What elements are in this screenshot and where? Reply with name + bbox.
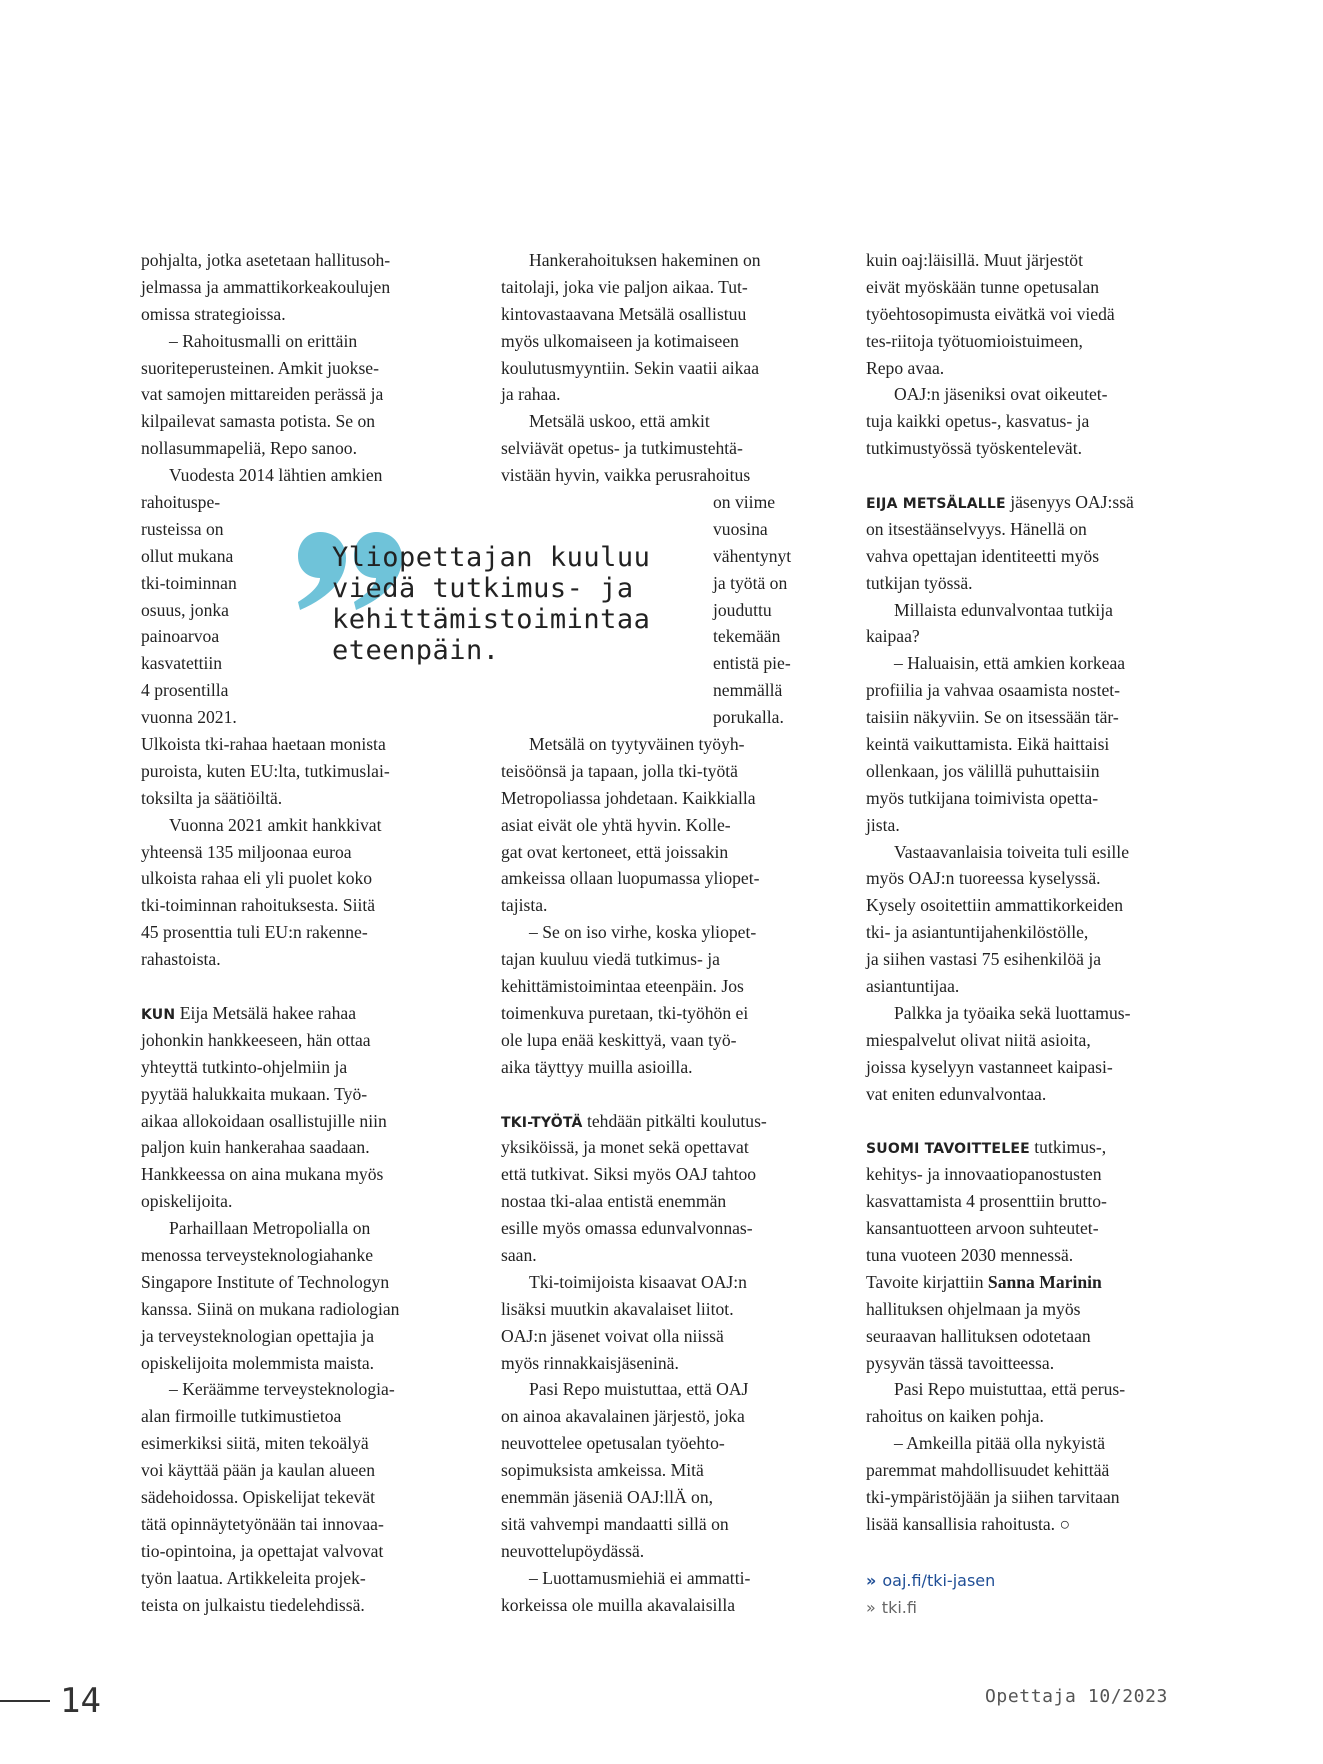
text-line: kintovastaavana Metsälä osallistuu — [501, 303, 747, 324]
text-line: tki-ympäristöjään ja siihen tarvitaan — [866, 1486, 1120, 1507]
text-line: rahoituspe- — [141, 492, 221, 513]
text-line: porukalla. — [713, 707, 784, 728]
text-line: ja rahaa. — [501, 384, 561, 405]
text-line: OAJ:n jäseniksi ovat oikeutet- — [894, 384, 1108, 405]
chevron-right-icon: » — [866, 1598, 876, 1617]
text-line: vat samojen mittareiden perässä ja — [141, 384, 384, 405]
text-line: tio-opintoina, ja opettajat valvovat — [141, 1540, 384, 1561]
text-line: aika täyttyy muilla asioilla. — [501, 1056, 693, 1077]
text-line: jelmassa ja ammattikorkeakoulujen — [141, 276, 391, 297]
text-line: että tutkivat. Siksi myös OAJ tahtoo — [501, 1164, 757, 1185]
text-line: – Luottamusmiehiä ei ammatti- — [529, 1567, 751, 1588]
text-line: tuja kaikki opetus-, kasvatus- ja — [866, 411, 1090, 432]
text-line: sädehoidossa. Opiskelijat tekevät — [141, 1486, 376, 1507]
text-line: hallituksen ohjelmaan ja myös — [866, 1298, 1081, 1319]
text-line: ja terveysteknologian opettajia ja — [141, 1325, 375, 1346]
text-line: nemmällä — [713, 680, 783, 701]
text-line: tajista. — [501, 895, 548, 916]
text-line: esimerkiksi siitä, miten tekoälyä — [141, 1433, 369, 1454]
text-line: gat ovat kertoneet, että joissakin — [501, 841, 729, 862]
related-links — [866, 1567, 995, 1621]
text-line: kansantuotteen arvoon suhteutet- — [866, 1218, 1099, 1239]
text-line: esille myös omassa edunvalvonnas- — [501, 1218, 753, 1239]
text-line: korkeissa ole muilla akavalaisilla — [501, 1594, 736, 1615]
text-line: – Keräämme terveysteknologia- — [169, 1379, 395, 1400]
text-line: on itsestäänselvyys. Hänellä on — [866, 518, 1087, 539]
text-line: Singapore Institute of Technologyn — [141, 1271, 390, 1292]
link-text[interactable]: tki.fi — [881, 1598, 917, 1617]
paragraph-gap — [501, 1081, 841, 1108]
text-line: on viime — [713, 492, 776, 513]
text-line: 4 prosentilla — [141, 680, 229, 701]
text-line: tutkimustyössä työskentelevät. — [866, 438, 1082, 459]
text-line: toksilta ja säätiöiltä. — [141, 787, 283, 808]
text-line: Hankkeessa on aina mukana myös — [141, 1164, 384, 1185]
text-line: alan firmoille tutkimustietoa — [141, 1406, 342, 1427]
text-line: sopimuksista amkeissa. Mitä — [501, 1460, 704, 1481]
text-line: – Se on iso virhe, koska yliopet- — [529, 922, 757, 943]
text-line: vat eniten edunvalvontaa. — [866, 1083, 1047, 1104]
text-line: Tki-toimijoista kisaavat OAJ:n — [529, 1271, 747, 1292]
text-line: jouduttu — [713, 599, 772, 620]
text-line: opiskelijoita. — [141, 1191, 233, 1212]
text-line: tätä opinnäytetyönään tai innovaa- — [141, 1513, 384, 1534]
text-line: taisiin näkyviin. Se on itsessään tär- — [866, 707, 1119, 728]
text-line: – Rahoitusmalli on erittäin — [169, 330, 358, 351]
text-line: amkeissa ollaan luopumassa yliopet- — [501, 868, 760, 889]
text-line: vuonna 2021. — [141, 707, 237, 728]
text-line: joissa kyselyyn vastanneet kaipasi- — [866, 1056, 1113, 1077]
link-oaj-tki-jasen[interactable] — [866, 1567, 995, 1594]
text-line: tes-riitoja työtuomioistuimeen, — [866, 330, 1083, 351]
text-line: tekemään — [713, 626, 781, 647]
chevron-right-icon: » — [866, 1571, 877, 1590]
text-line: tuna vuoteen 2030 mennessä. — [866, 1244, 1074, 1265]
text-line: keintä vaikuttamista. Eikä haittaisi — [866, 734, 1110, 755]
text-line: asiantuntijaa. — [866, 976, 960, 997]
text-line: tki-toiminnan rahoituksesta. Siitä — [141, 895, 376, 916]
text-line: teisöönsä ja tapaan, jolla tki-työtä — [501, 760, 738, 781]
section-lead-eija-metsalalle: EIJA METSÄLALLE — [866, 496, 1006, 513]
text-line: kaipaa? — [866, 626, 920, 647]
text-line: kanssa. Siinä on mukana radiologian — [141, 1298, 400, 1319]
text-line: ollenkaan, jos välillä puhuttaisiin — [866, 760, 1100, 781]
text-line: nollasummapeliä, Repo sanoo. — [141, 438, 357, 459]
text-line: Palkka ja työaika sekä luottamus- — [894, 1002, 1131, 1023]
text-line: kuin oaj:läisillä. Muut järjestöt — [866, 250, 1083, 270]
article-column-2 — [501, 247, 841, 1618]
text-line: opiskelijoita molemmista maista. — [141, 1352, 375, 1373]
text-line: on ainoa akavalainen järjestö, joka — [501, 1406, 745, 1427]
text-line: johonkin hankkeeseen, hän ottaa — [141, 1029, 371, 1050]
magazine-issue: Opettaja 10/2023 — [985, 1686, 1168, 1707]
text-line: Metropoliassa johdetaan. Kaikkialla — [501, 787, 756, 808]
text-line: kehittämistoimintaa eteenpäin. Jos — [501, 976, 744, 997]
text-line: vuosina — [713, 518, 768, 539]
pull-quote-line: eteenpäin. — [332, 635, 500, 666]
paragraph-gap — [866, 1108, 1186, 1135]
pull-quote — [296, 530, 686, 720]
text-line: lisäksi muutkin akavalaiset liitot. — [501, 1298, 734, 1319]
text-line — [866, 489, 1186, 516]
footer-rule — [0, 1700, 50, 1702]
text-line: nostaa tki-alaa entistä enemmän — [501, 1191, 727, 1212]
article-column-1 — [141, 247, 461, 1618]
text-line — [866, 1269, 1186, 1296]
article-column-3 — [866, 247, 1186, 1538]
pull-quote-line: Yliopettajan kuuluu — [332, 542, 651, 573]
text-line: osuus, jonka — [141, 599, 229, 620]
text-line: Repo avaa. — [866, 357, 945, 378]
section-lead-tki-tyota: TKI-TYÖTÄ — [501, 1114, 583, 1131]
text-line: kasvattamista 4 prosenttiin brutto- — [866, 1191, 1107, 1212]
text-line: ja työtä on — [713, 572, 788, 593]
text-run: Eija Metsälä hakee rahaa — [175, 1002, 357, 1023]
text-line: paljon kuin hankerahaa saadaan. — [141, 1137, 370, 1158]
text-line: omissa strategioissa. — [141, 303, 286, 324]
text-line: rahoitus on kaiken pohja. — [866, 1406, 1044, 1427]
text-line: rahastoista. — [141, 949, 221, 970]
paragraph-gap — [141, 973, 461, 1000]
text-line: jista. — [866, 814, 900, 835]
text-line: ulkoista rahaa eli yli puolet koko — [141, 868, 373, 889]
text-line: – Haluaisin, että amkien korkeaa — [894, 653, 1126, 674]
text-line: Ulkoista tki-rahaa haetaan monista — [141, 734, 386, 755]
text-line: tajan kuuluu viedä tutkimus- ja — [501, 949, 720, 970]
text-line: voi käyttää pään ja kaulan alueen — [141, 1460, 375, 1481]
text-line: Pasi Repo muistuttaa, että perus- — [894, 1379, 1126, 1400]
text-line: toimenkuva puretaan, tki-työhön ei — [501, 1002, 749, 1023]
text-line: Millaista edunvalvontaa tutkija — [894, 599, 1113, 620]
person-name: Sanna Marinin — [987, 1271, 1102, 1292]
text-line: miespalvelut olivat niitä asioita, — [866, 1029, 1091, 1050]
text-line: Kysely osoitettiin ammattikorkeiden — [866, 895, 1124, 916]
text-line: vistään hyvin, vaikka perusrahoitus — [501, 465, 751, 486]
text-line — [866, 1134, 1186, 1161]
section-lead-suomi-tavoittelee: SUOMI TAVOITTELEE — [866, 1141, 1030, 1158]
text-line: tki-toiminnan — [141, 572, 237, 593]
text-line: aikaa allokoidaan osallistujille niin — [141, 1110, 387, 1131]
text-line: – Amkeilla pitää olla nykyistä — [894, 1433, 1106, 1454]
section-lead-kun: KUN — [141, 1006, 176, 1023]
text-run: Tavoite kirjattiin — [866, 1271, 988, 1292]
text-line: ole lupa enää keskittyä, vaan työ- — [501, 1029, 737, 1050]
text-run: jäsenyys OAJ:ssä — [1005, 492, 1134, 513]
text-line: työehtosopimusta eivätkä voi viedä — [866, 303, 1115, 324]
text-line: seuraavan hallituksen odotetaan — [866, 1325, 1091, 1346]
text-line: selviävät opetus- ja tutkimustehtä- — [501, 438, 743, 459]
text-line: asiat eivät ole yhtä hyvin. Kolle- — [501, 814, 731, 835]
text-line: Hankerahoituksen hakeminen on — [529, 250, 761, 270]
text-line: kasvatettiin — [141, 653, 223, 674]
text-line — [501, 1108, 841, 1135]
text-line: vahva opettajan identiteetti myös — [866, 545, 1100, 566]
paragraph-gap — [866, 462, 1186, 489]
text-line: Vuodesta 2014 lähtien amkien — [169, 465, 383, 486]
text-line: OAJ:n jäsenet voivat olla niissä — [501, 1325, 724, 1346]
text-line: painoarvoa — [141, 626, 220, 647]
text-line: 45 prosenttia tuli EU:n rakenne- — [141, 922, 368, 943]
pull-quote-text — [332, 542, 650, 666]
text-line: vähentynyt — [713, 545, 792, 566]
text-run: tutkimus-, — [1029, 1137, 1107, 1158]
text-line: yhteyttä tutkinto-ohjelmiin ja — [141, 1056, 348, 1077]
text-line: suoriteperusteinen. Amkit juokse- — [141, 357, 379, 378]
text-line: neuvottelupöydässä. — [501, 1540, 645, 1561]
text-line: profiilia ja vahvaa osaamista nostet- — [866, 680, 1121, 701]
text-line: pohjalta, jotka asetetaan hallitusoh- — [141, 250, 391, 270]
text-line: pyytää halukkaita mukaan. Työ- — [141, 1083, 368, 1104]
text-line: paremmat mahdollisuudet kehittää — [866, 1460, 1110, 1481]
text-line: Pasi Repo muistuttaa, että OAJ — [529, 1379, 749, 1400]
text-line: myös rinnakkaisjäseninä. — [501, 1352, 679, 1373]
text-line: koulutusmyyntiin. Sekin vaatii aikaa — [501, 357, 760, 378]
text-line: työn laatua. Artikkeleita projek- — [141, 1567, 366, 1588]
text-line: Vuonna 2021 amkit hankkivat — [169, 814, 382, 835]
text-line: eivät myöskään tunne opetusalan — [866, 276, 1100, 297]
text-line: menossa terveysteknologiahanke — [141, 1244, 374, 1265]
text-line: myös tutkijana toimivista opetta- — [866, 787, 1099, 808]
text-line: yhteensä 135 miljoonaa euroa — [141, 841, 352, 862]
text-line: lisää kansallisia rahoitusta. ○ — [866, 1513, 1071, 1534]
text-line: puroista, kuten EU:lta, tutkimuslai- — [141, 760, 390, 781]
text-line: tutkijan työssä. — [866, 572, 973, 593]
text-line: Vastaavanlaisia toiveita tuli esille — [894, 841, 1129, 862]
text-line: yksiköissä, ja monet sekä opettavat — [501, 1137, 749, 1158]
link-tki-fi[interactable] — [866, 1594, 995, 1621]
text-line: Parhaillaan Metropolialla on — [169, 1218, 371, 1239]
link-text[interactable]: oaj.fi/tki-jasen — [882, 1571, 996, 1590]
text-line: myös ulkomaiseen ja kotimaiseen — [501, 330, 739, 351]
text-line: ja siihen vastasi 75 esihenkilöä ja — [866, 949, 1102, 970]
text-line: pysyvän tässä tavoitteessa. — [866, 1352, 1055, 1373]
text-line: kehitys- ja innovaatiopanostusten — [866, 1164, 1102, 1185]
text-line: kilpailevat samasta potista. Se on — [141, 411, 376, 432]
text-line: taitolaji, joka vie paljon aikaa. Tut- — [501, 276, 748, 297]
text-line: Metsälä on tyytyväinen työyh- — [529, 734, 745, 755]
text-line: Metsälä uskoo, että amkit — [529, 411, 710, 432]
text-run: tehdään pitkälti koulutus- — [582, 1110, 767, 1131]
page-number: 14 — [60, 1681, 101, 1721]
text-line: teista on julkaistu tiedelehdissä. — [141, 1594, 365, 1615]
text-line: saan. — [501, 1244, 537, 1265]
pull-quote-line: kehittämistoimintaa — [332, 604, 651, 635]
text-line: sitä vahvempi mandaatti sillä on — [501, 1513, 729, 1534]
text-line: entistä pie- — [713, 653, 791, 674]
text-line: neuvottelee opetusalan työehto- — [501, 1433, 725, 1454]
text-line: myös OAJ:n tuoreessa kyselyssä. — [866, 868, 1101, 889]
text-line: enemmän jäseniä OAJ:llÄ on, — [501, 1486, 714, 1507]
pull-quote-line: viedä tutkimus- ja — [332, 573, 634, 604]
text-line: rusteissa on — [141, 518, 224, 539]
text-line: ollut mukana — [141, 545, 234, 566]
text-line: tki- ja asiantuntijahenkilöstölle, — [866, 922, 1089, 943]
text-line — [141, 1000, 461, 1027]
